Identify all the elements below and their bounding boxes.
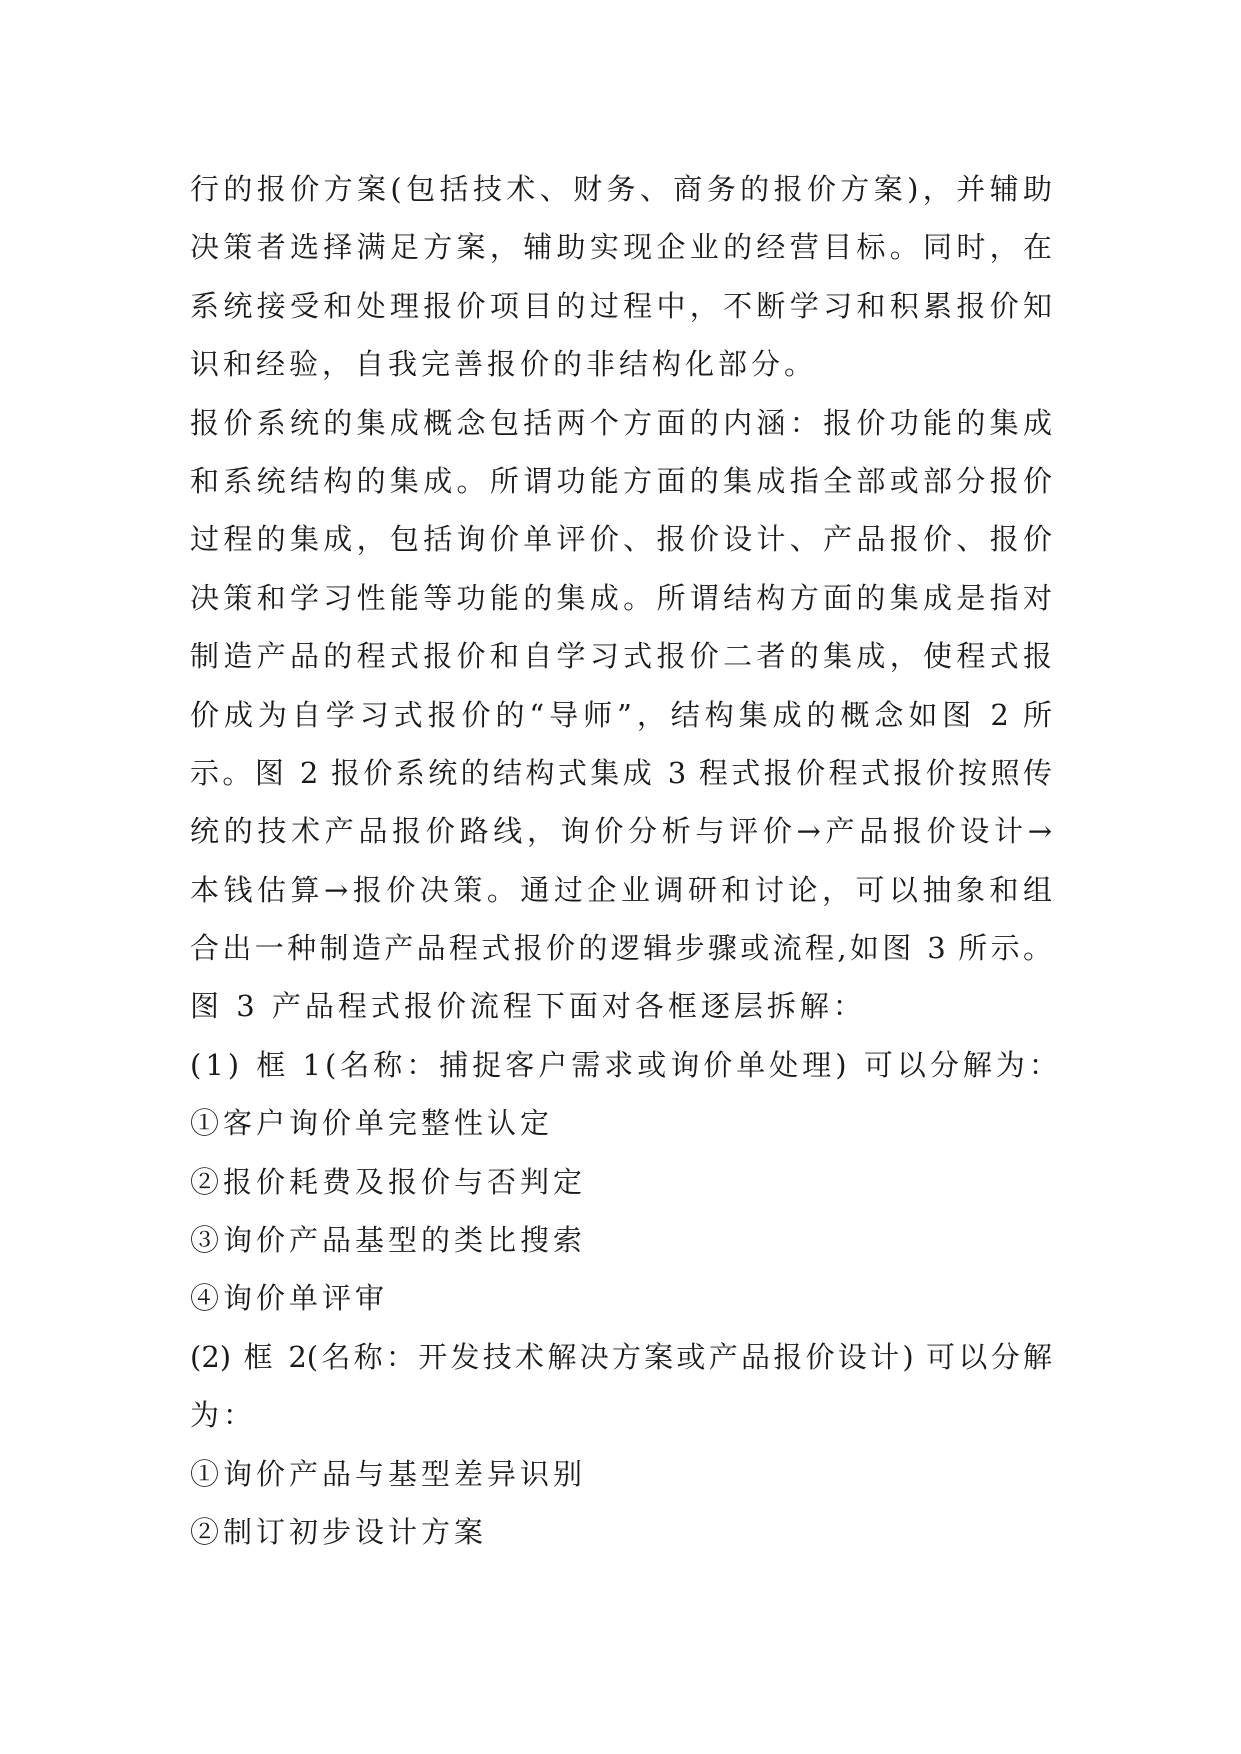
text-line: 识和经验，自我完善报价的非结构化部分。 (190, 347, 818, 382)
text-line: 制造产品的程式报价和自学习式报价二者的集成，使程式报 (190, 639, 1052, 674)
text-line: 图 3 产品程式报价流程下面对各框逐层拆解： (190, 989, 866, 1024)
list-item: ②制订初步设计方案 (190, 1514, 488, 1549)
text-line: 决策者选择满足方案，辅助实现企业的经营目标。同时，在 (190, 230, 1052, 265)
text-line: 为： (190, 1398, 257, 1433)
text-line: 示。图 2 报价系统的结构式集成 3 程式报价程式报价按照传 (190, 755, 1052, 790)
text-line: 本钱估算→报价决策。通过企业调研和讨论，可以抽象和组 (190, 872, 1052, 907)
text-line: 过程的集成，包括询价单评价、报价设计、产品报价、报价 (190, 522, 1052, 557)
text-line: (2) 框 2(名称：开发技术解决方案或产品报价设计) 可以分解 (190, 1339, 1052, 1374)
text-line: 行的报价方案(包括技术、财务、商务的报价方案)，并辅助 (190, 172, 1052, 206)
text-line: 合出一种制造产品程式报价的逻辑步骤或流程,如图 3 所示。 (190, 931, 1052, 966)
list-item: ③询价产品基型的类比搜索 (190, 1223, 587, 1258)
text-line: 和系统结构的集成。所谓功能方面的集成指全部或部分报价 (190, 463, 1052, 498)
text-line: (1) 框 1(名称：捕捉客户需求或询价单处理) 可以分解为： (190, 1047, 1062, 1082)
text-line: 决策和学习性能等功能的集成。所谓结构方面的集成是指对 (190, 580, 1052, 615)
text-line: 价成为自学习式报价的“导师”，结构集成的概念如图 2 所 (190, 697, 1052, 732)
document-body (190, 160, 1062, 1561)
list-item: ①客户询价单完整性认定 (190, 1106, 554, 1141)
text-line: 系统接受和处理报价项目的过程中，不断学习和积累报价知 (190, 288, 1052, 323)
list-item: ①询价产品与基型差异识别 (190, 1456, 587, 1491)
list-item: ④询价单评审 (190, 1281, 389, 1316)
list-item: ②报价耗费及报价与否判定 (190, 1164, 587, 1199)
text-line: 统的技术产品报价路线，询价分析与评价→产品报价设计→ (190, 814, 1052, 849)
text-line: 报价系统的集成概念包括两个方面的内涵：报价功能的集成 (190, 405, 1052, 440)
